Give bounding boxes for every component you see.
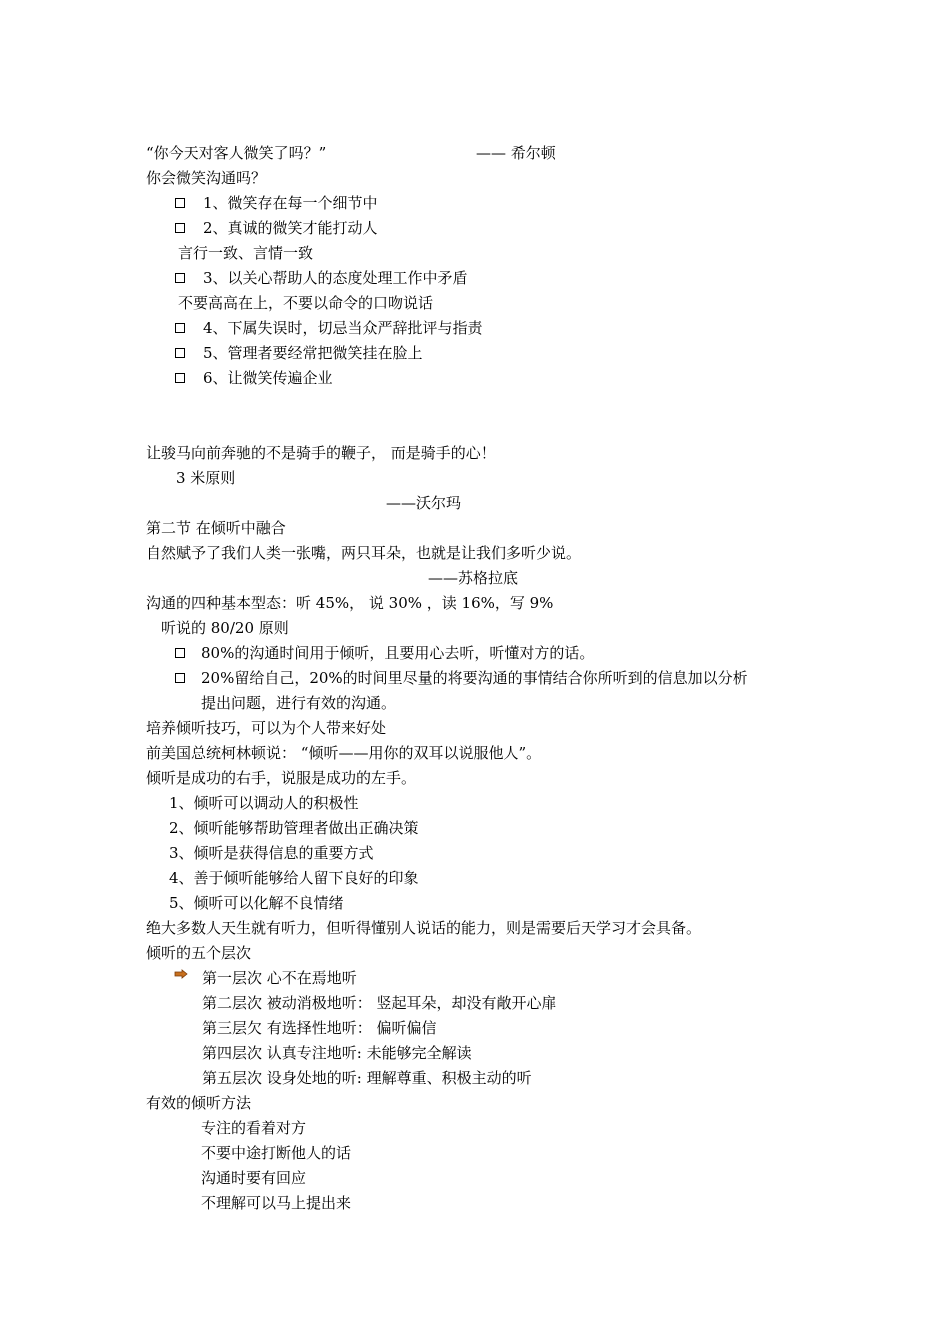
pointing-hand-bullet-icon xyxy=(174,969,188,979)
section-title-listening: 第二节 在倾听中融合 xyxy=(146,519,286,537)
checkbox-icon xyxy=(175,373,185,383)
three-meter-rule: 3 米原则 xyxy=(176,469,236,487)
quote-socrates: 自然赋予了我们人类一张嘴，两只耳朵，也就是让我们多听少说。 xyxy=(146,544,582,562)
quote-hilton: “你今天对客人微笑了吗？” xyxy=(146,144,327,162)
level-item-1: 第一层次 心不在焉地听 xyxy=(202,969,357,987)
quote-attribution-socrates: ——苏格拉底 xyxy=(428,569,519,587)
checkbox-icon xyxy=(175,648,185,658)
method-item-3: 沟通时要有回应 xyxy=(201,1169,307,1187)
benefit-item-3: 3、倾听是获得信息的重要方式 xyxy=(169,844,374,862)
checkbox-icon xyxy=(175,323,185,333)
checkbox-icon xyxy=(175,198,185,208)
level-item-2: 第二层次 被动消极地听： 竖起耳朵，却没有敞开心扉 xyxy=(202,994,557,1012)
checkbox-icon xyxy=(175,273,185,283)
level-item-4: 第四层次 认真专注地听: 未能够完全解读 xyxy=(202,1044,472,1062)
list-item-smile-2: 2、真诚的微笑才能打动人 xyxy=(203,219,378,237)
list-item-smile-4: 4、下属失误时，切忌当众严辞批评与指责 xyxy=(203,319,483,337)
list-item-20-percent: 20%留给自己，20%的时间里尽量的将要沟通的事情结合你所听到的信息加以分析 xyxy=(201,669,748,687)
level-item-5: 第五层次 设身处地的听: 理解尊重、积极主动的听 xyxy=(202,1069,532,1087)
listening-ability-paragraph: 绝大多数人天生就有听力，但听得懂别人说话的能力，则是需要后天学习才会具备。 xyxy=(146,919,702,937)
list-item-smile-3: 3、以关心帮助人的态度处理工作中矛盾 xyxy=(203,269,468,287)
list-item-smile-6: 6、让微笑传遍企业 xyxy=(203,369,333,387)
list-item-smile-1: 1、微笑存在每一个细节中 xyxy=(203,194,378,212)
quote-clinton: 前美国总统柯林顿说： “倾听——用你的双耳以说服他人”。 xyxy=(146,744,542,762)
benefit-item-2: 2、倾听能够帮助管理者做出正确决策 xyxy=(169,819,419,837)
quote-attribution-walmart: ——沃尔玛 xyxy=(386,494,462,512)
benefit-item-4: 4、善于倾听能够给人留下良好的印象 xyxy=(169,869,419,887)
effective-listening-heading: 有效的倾听方法 xyxy=(146,1094,252,1112)
checkbox-icon xyxy=(175,673,185,683)
method-item-4: 不理解可以马上提出来 xyxy=(201,1194,352,1212)
rule-80-20-heading: 听说的 80/20 原则 xyxy=(161,619,289,637)
list-item-smile-5: 5、管理者要经常把微笑挂在脸上 xyxy=(203,344,423,362)
list-subtext-smile-3: 不要高高在上，不要以命令的口吻说话 xyxy=(178,294,434,312)
list-subtext-smile-2: 言行一致、言情一致 xyxy=(178,244,314,262)
listening-benefits-heading: 培养倾听技巧，可以为个人带来好处 xyxy=(146,719,387,737)
four-communication-forms: 沟通的四种基本型态：听 45%， 说 30% ，读 16%，写 9% xyxy=(146,594,554,612)
method-item-2: 不要中途打断他人的话 xyxy=(201,1144,352,1162)
benefit-item-1: 1、倾听可以调动人的积极性 xyxy=(169,794,359,812)
method-item-1: 专注的看着对方 xyxy=(201,1119,307,1137)
checkbox-icon xyxy=(175,223,185,233)
checkbox-icon xyxy=(175,348,185,358)
level-item-3: 第三层欠 有选择性地听： 偏听偏信 xyxy=(202,1019,437,1037)
quote-attribution-hilton: —— 希尔顿 xyxy=(476,144,556,162)
benefit-item-5: 5、倾听可以化解不良情绪 xyxy=(169,894,344,912)
listening-right-hand: 倾听是成功的右手，说服是成功的左手。 xyxy=(146,769,417,787)
heading-smile-communication: 你会微笑沟通吗？ xyxy=(146,169,267,187)
five-levels-heading: 倾听的五个层次 xyxy=(146,944,252,962)
list-item-20-percent-cont: 提出问题，进行有效的沟通。 xyxy=(201,694,397,712)
quote-horse-rider: 让骏马向前奔驰的不是骑手的鞭子， 而是骑手的心！ xyxy=(146,444,496,462)
list-item-80-percent: 80%的沟通时间用于倾听，且要用心去听，听懂对方的话。 xyxy=(201,644,595,662)
